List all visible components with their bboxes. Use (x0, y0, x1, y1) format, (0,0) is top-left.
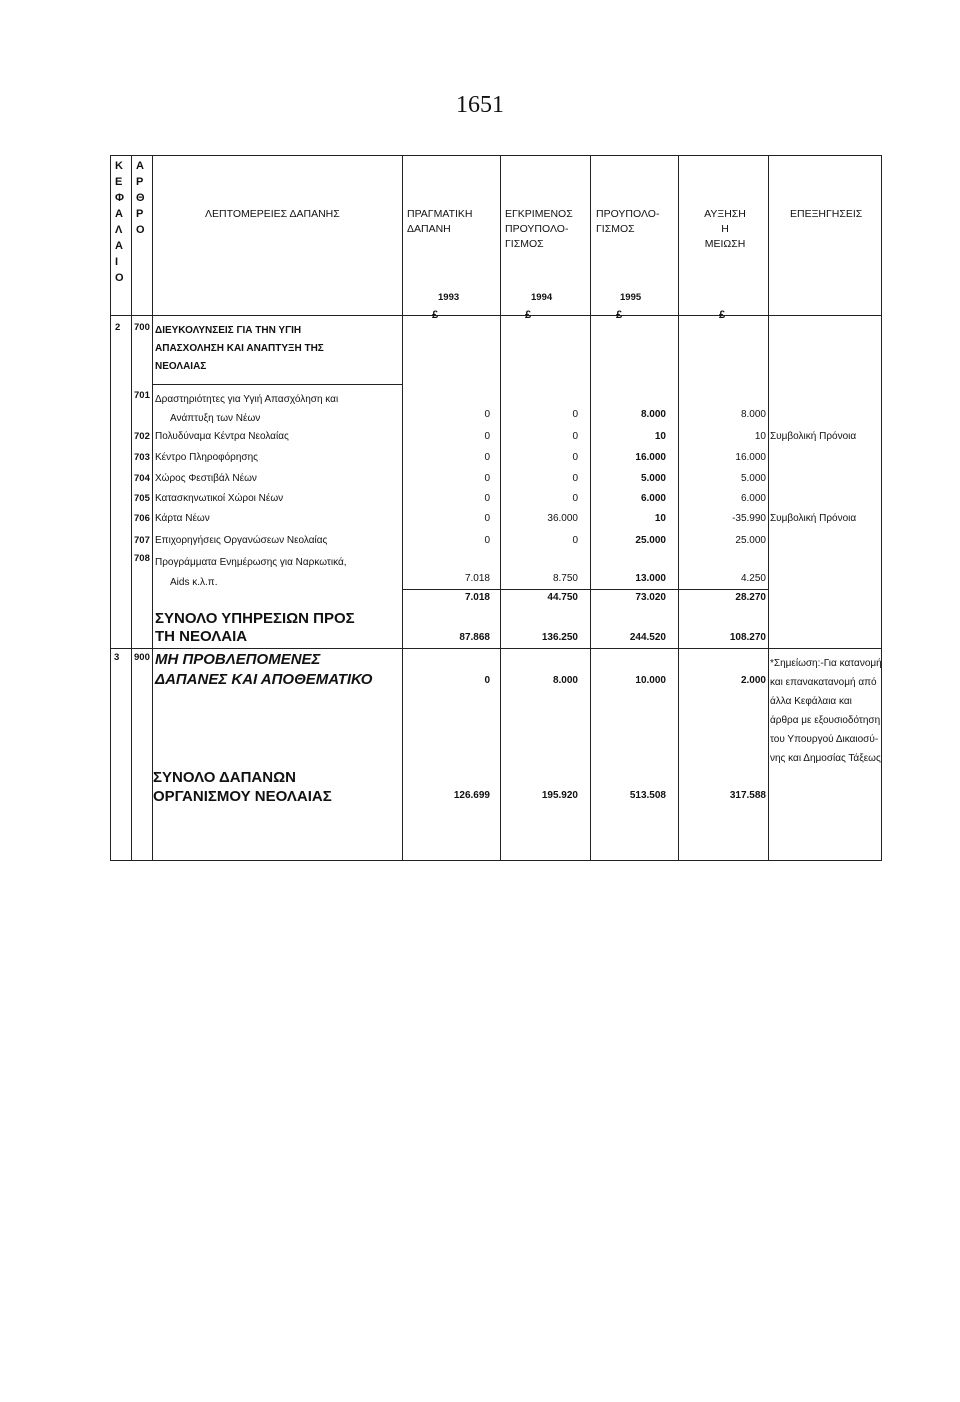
total-services-change: 108.270 (729, 632, 766, 643)
item-description: Κατασκηνωτικοί Χώροι Νέων (155, 493, 284, 504)
value-1993: 0 (484, 452, 490, 463)
subtotal-1995: 73.020 (635, 592, 666, 603)
total-services-1994: 136.250 (541, 632, 578, 643)
item-description: Κάρτα Νέων (155, 513, 210, 524)
currency-sign: £ (616, 309, 623, 321)
section-title: ΔΙΕΥΚΟΛΥΝΣΕΙΣ ΓΙΑ ΤΗΝ ΥΓΙΗ ΑΠΑΣΧΟΛΗΣΗ ΚΑΙ ΑΝΑΠΤΥΞΗ ΤΗΣ ΝΕΟΛΑΙΑΣ (155, 325, 324, 372)
subtotal-rule (402, 589, 768, 590)
currency-sign: £ (719, 309, 726, 321)
value-1993: 0 (484, 493, 490, 504)
item-description: Κέντρο Πληροφόρησης (155, 452, 258, 463)
actual-column-header: ΠΡΑΓΜΑΤΙΚΗ ΔΑΠΑΝΗ (407, 208, 473, 235)
remarks-column-header: ΕΠΕΞΗΓΗΣΕΙΣ (790, 208, 863, 220)
subtotal-1994: 44.750 (547, 592, 578, 603)
article-code: 708 (134, 553, 150, 564)
table-bottom-border (110, 860, 882, 861)
article-code: 704 (134, 473, 150, 484)
value-1993: 0 (484, 409, 490, 420)
article-code: 702 (134, 431, 150, 442)
unforeseen-1994: 8.000 (552, 675, 578, 686)
col-divider-2 (152, 155, 153, 860)
value-1994: 0 (572, 473, 578, 484)
remark: Συμβολική Πρόνοια (770, 431, 857, 442)
total-services-label: ΣΥΝΟΛΟ ΥΠΗΡΕΣΙΩΝ ΠΡΟΣ ΤΗ ΝΕΟΛΑΙΑ (155, 610, 355, 645)
col-divider-7 (768, 155, 769, 860)
col-divider-4 (500, 155, 501, 860)
item-description: Προγράμματα Ενημέρωσης για Ναρκωτικά, Aids κ.λ.π. (155, 557, 347, 588)
value-1994: 0 (572, 431, 578, 442)
total-services-1995: 244.520 (629, 632, 666, 643)
value-1995: 5.000 (640, 473, 666, 484)
unforeseen-change: 2.000 (740, 675, 766, 686)
grand-total-change: 317.588 (729, 790, 766, 801)
value-1993: 0 (484, 513, 490, 524)
value-1993: 0 (484, 473, 490, 484)
value-1994: 8.750 (552, 573, 578, 584)
value-1995: 25.000 (635, 535, 666, 546)
chapter-column-header: Κ Ε Φ Α Λ Α Ι Ο (115, 160, 125, 284)
year-1994: 1994 (531, 292, 553, 303)
value-change: 6.000 (740, 493, 766, 504)
value-1995: 10 (654, 431, 666, 442)
grand-total-1994: 195.920 (541, 790, 578, 801)
value-1993: 0 (484, 431, 490, 442)
value-1995: 6.000 (640, 493, 666, 504)
article-code: 705 (134, 493, 150, 504)
value-change: 10 (754, 431, 766, 442)
value-1993: 0 (484, 535, 490, 546)
table-left-border (110, 155, 111, 860)
year-1995: 1995 (620, 292, 642, 303)
value-1993: 7.018 (464, 573, 490, 584)
article-column-header: Α Ρ Θ Ρ Ο (136, 160, 145, 236)
currency-sign: £ (432, 309, 439, 321)
total-services-rule (110, 648, 882, 649)
item-description: Πολυδύναμα Κέντρα Νεολαίας (155, 431, 289, 442)
article-code: 700 (134, 322, 150, 333)
subtotal-1993: 7.018 (464, 592, 490, 603)
grand-total-1995: 513.508 (629, 790, 666, 801)
value-change: 25.000 (735, 535, 766, 546)
item-description: Χώρος Φεστιβάλ Νέων (155, 473, 257, 484)
value-1994: 36.000 (547, 513, 578, 524)
subtotal-change: 28.270 (735, 592, 766, 603)
unforeseen-1993: 0 (484, 675, 490, 686)
currency-sign: £ (525, 309, 532, 321)
article-code: 701 (134, 390, 150, 401)
value-1994: 0 (572, 535, 578, 546)
col-divider-3 (402, 155, 403, 860)
page-number: 1651 (456, 92, 504, 118)
grand-total-1993: 126.699 (453, 790, 490, 801)
col-divider-6 (678, 155, 679, 860)
unforeseen-label: ΜΗ ΠΡΟΒΛΕΠΟΜΕΝΕΣ ΔΑΠΑΝΕΣ ΚΑΙ ΑΠΟΘΕΜΑΤΙΚΟ (155, 651, 373, 688)
remark: Συμβολική Πρόνοια (770, 513, 857, 524)
item-description: Δραστηριότητες για Υγιή Απασχόληση και Ανάπτυξη των Νέων (155, 394, 339, 424)
grand-total-label: ΣΥΝΟΛΟ ΔΑΠΑΝΩΝ ΟΡΓΑΝΙΣΜΟΥ ΝΕΟΛΑΙΑΣ (153, 769, 332, 805)
year-1993: 1993 (438, 292, 460, 303)
value-1995: 8.000 (640, 409, 666, 420)
value-change: 8.000 (740, 409, 766, 420)
chapter-number: 3 (114, 652, 120, 663)
chapter-number: 2 (115, 322, 121, 333)
col-divider-1 (131, 155, 132, 860)
value-change: 4.250 (740, 573, 766, 584)
approved-column-header: ΕΓΚΡΙΜΕΝΟΣ ΠΡΟΥΠΟΛΟ- ΓΙΣΜΟΣ (505, 208, 573, 250)
budget-column-header: ΠΡΟΥΠΟΛΟ- ΓΙΣΜΟΣ (596, 208, 660, 235)
value-1994: 0 (572, 493, 578, 504)
total-services-1993: 87.868 (459, 632, 490, 643)
note-text: *Σημείωση:-Για κατανομή και επανακατανομή από άλλα Κεφάλαια και άρθρα με εξουσιοδότηση του Υπουργού Δικαιοσύ- νης και Δημοσίας Τάξεως (770, 658, 882, 764)
value-1995: 13.000 (635, 573, 666, 584)
value-1995: 16.000 (635, 452, 666, 463)
value-1994: 0 (572, 409, 578, 420)
value-1995: 10 (654, 513, 666, 524)
table-top-border (110, 155, 882, 156)
header-rule (110, 315, 882, 316)
article-code: 900 (134, 652, 150, 663)
article-code: 707 (134, 535, 150, 546)
article-code: 706 (134, 513, 150, 524)
article-code: 703 (134, 452, 150, 463)
section-rule (152, 384, 402, 385)
change-column-header: ΑΥΞΗΣΗ Η ΜΕΙΩΣΗ (704, 208, 746, 250)
item-description: Επιχορηγήσεις Οργανώσεων Νεολαίας (155, 535, 328, 546)
value-change: 16.000 (735, 452, 766, 463)
details-column-header: ΛΕΠΤΟΜΕΡΕΙΕΣ ΔΑΠΑΝΗΣ (205, 208, 340, 220)
col-divider-5 (590, 155, 591, 860)
unforeseen-1995: 10.000 (635, 675, 666, 686)
value-1994: 0 (572, 452, 578, 463)
value-change: 5.000 (740, 473, 766, 484)
value-change: -35.990 (732, 513, 766, 524)
